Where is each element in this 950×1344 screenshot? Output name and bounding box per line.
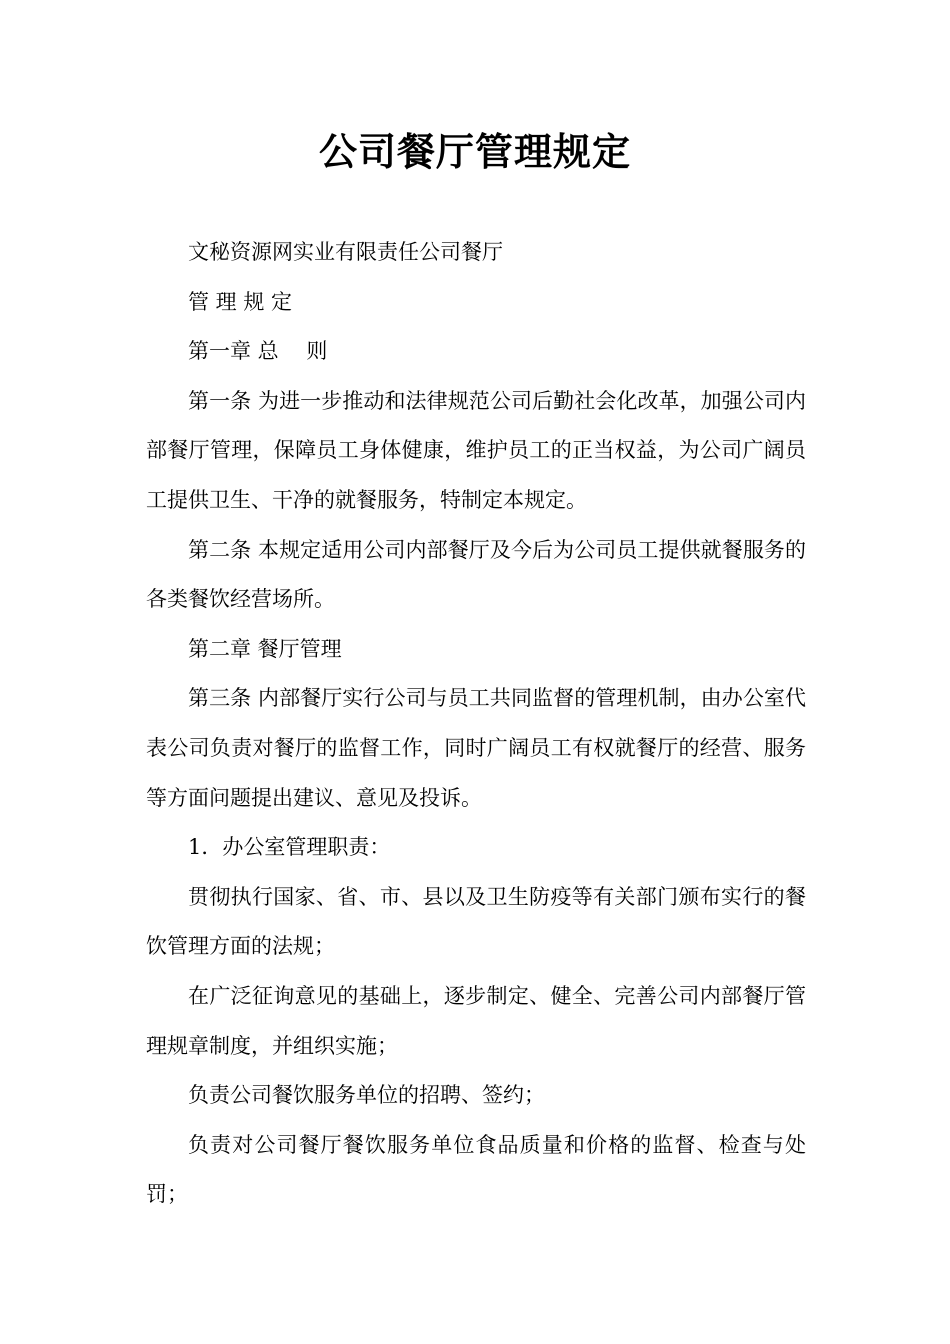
article-3: 第三条 内部餐厅实行公司与员工共同监督的管理机制，由办公室代表公司负责对餐厅的监督工作，同时广阔员工有权就餐厅的经营、服务等方面问题提出建议、意见及投诉。 xyxy=(146,686,806,810)
subtitle-line: 管 理 规 定 xyxy=(188,289,293,314)
chapter-2-heading: 第二章 餐厅管理 xyxy=(188,636,342,661)
duty-item: 贯彻执行国家、省、市、县以及卫生防疫等有关部门颁布实行的餐饮管理方面的法规； xyxy=(146,884,806,959)
document-title: 公司餐厅管理规定 xyxy=(318,130,631,174)
duty-item: 负责对公司餐厅餐饮服务单位食品质量和价格的监督、检查与处罚； xyxy=(146,1132,806,1207)
office-duties-heading: 1．办公室管理职责： xyxy=(188,835,391,860)
duty-item: 在广泛征询意见的基础上，逐步制定、健全、完善公司内部餐厅管理规章制度，并组织实施； xyxy=(146,983,806,1058)
chapter-1-heading: 第一章 总 则 xyxy=(188,339,328,364)
document-body xyxy=(146,228,806,1220)
article-1: 第一条 为进一步推动和法律规范公司后勤社会化改革，加强公司内部餐厅管理，保障员工身体健康，维护员工的正当权益，为公司广阔员工提供卫生、干净的就餐服务，特制定本规定。 xyxy=(146,388,806,512)
duty-item: 负责公司餐饮服务单位的招聘、签约； xyxy=(188,1083,545,1108)
company-name-line: 文秘资源网实业有限责任公司餐厅 xyxy=(188,240,503,264)
article-2: 第二条 本规定适用公司内部餐厅及今后为公司员工提供就餐服务的各类餐饮经营场所。 xyxy=(146,537,806,612)
